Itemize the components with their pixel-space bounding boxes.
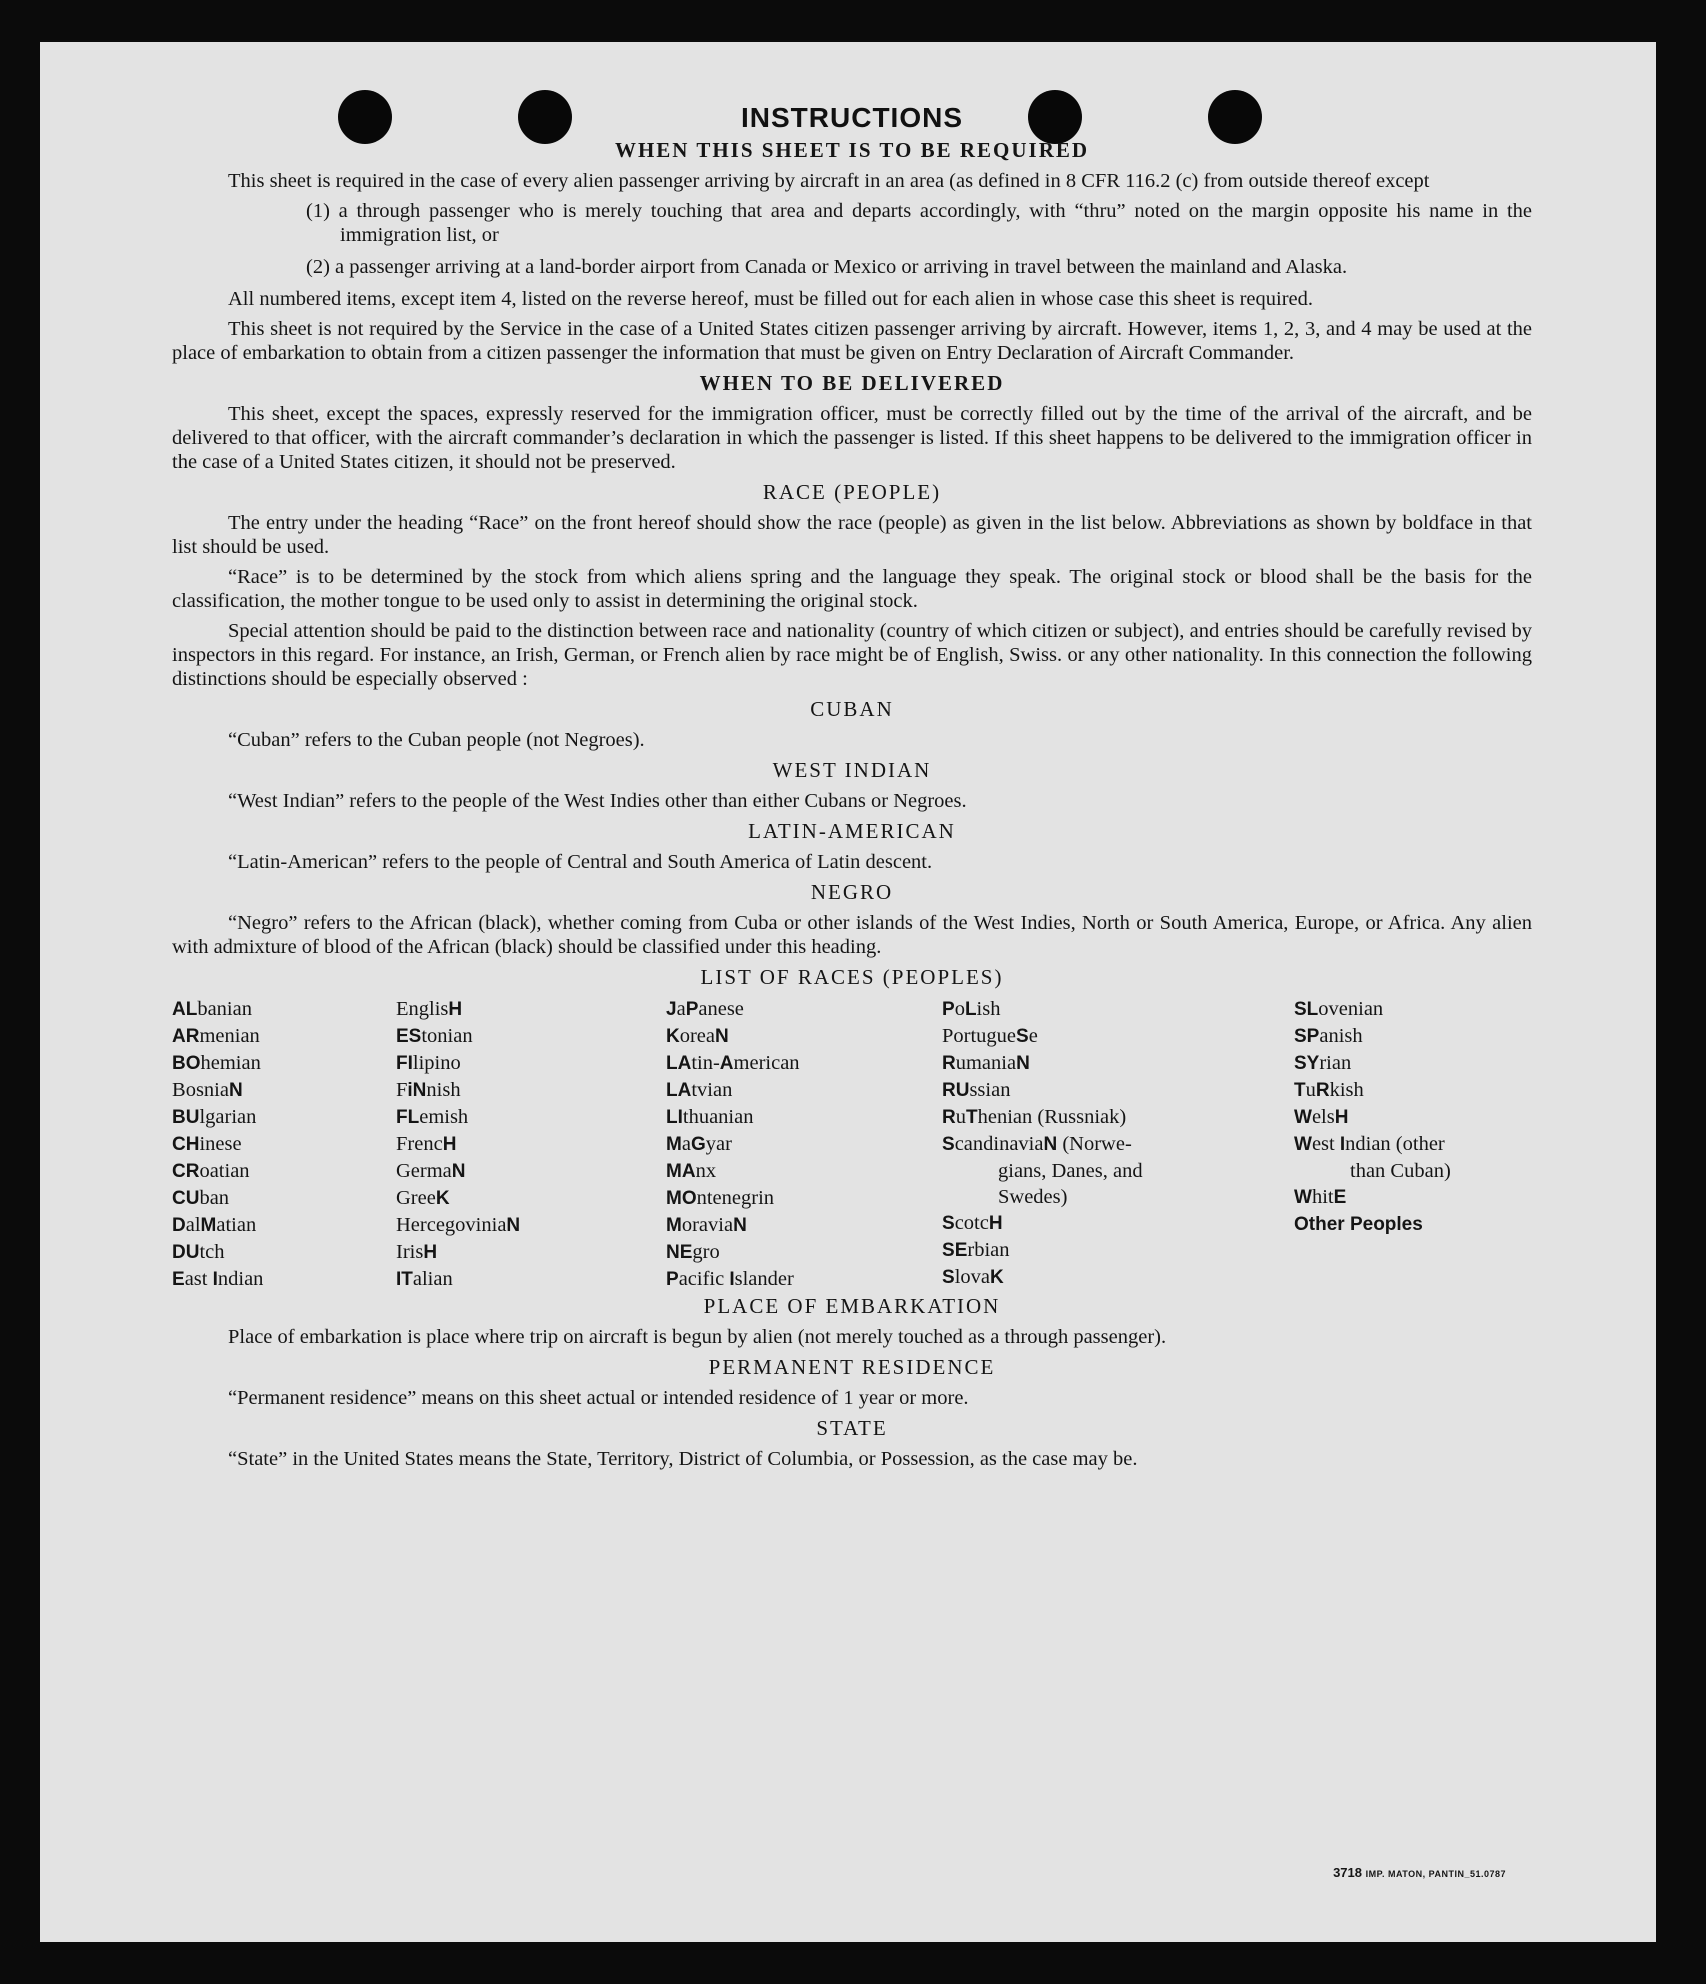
paragraph: “State” in the United States means the State, Territory, District of Columbia, or Possession, as the case may be.: [228, 1448, 1138, 1470]
race-segment: thuanian: [682, 1106, 754, 1128]
race-entry: [666, 1050, 800, 1077]
race-segment: E: [954, 1240, 968, 1261]
race-segment: els: [1311, 1106, 1335, 1128]
race-entry: [172, 1239, 263, 1266]
race-entry: [396, 1212, 520, 1239]
race-segment: u: [1305, 1079, 1316, 1101]
section-heading-latin-american: LATIN-AMERICAN: [748, 819, 956, 843]
race-segment: K: [435, 1188, 450, 1209]
race-entry: [666, 1185, 800, 1212]
race-segment: slander: [734, 1268, 794, 1290]
race-segment: oatian: [199, 1160, 250, 1182]
race-segment: A: [719, 1053, 734, 1074]
race-entry: [942, 1023, 1143, 1050]
race-segment: banian: [197, 998, 252, 1020]
race-entry: [1294, 1104, 1451, 1131]
section-heading-residence: PERMANENT RESIDENCE: [708, 1355, 996, 1379]
race-segment: K: [989, 1267, 1004, 1288]
race-segment: Germa: [396, 1160, 452, 1182]
race-segment: M: [666, 1215, 682, 1236]
race-segment: tch: [199, 1241, 225, 1263]
race-entry: [172, 1104, 263, 1131]
race-entry: [666, 1239, 800, 1266]
race-segment: SL: [1294, 999, 1319, 1020]
race-segment: DU: [172, 1242, 200, 1263]
paragraph: “Cuban” refers to the Cuban people (not Negroes).: [228, 729, 645, 751]
section-heading-cuban: CUBAN: [810, 697, 894, 721]
race-segment: IT: [396, 1269, 413, 1290]
race-segment: (Norwe-: [1057, 1133, 1132, 1155]
instruction-sheet: [40, 42, 1656, 1942]
race-segment: acific: [678, 1268, 730, 1290]
race-segment: alian: [412, 1268, 453, 1290]
race-entry: [1294, 1077, 1451, 1104]
race-segment: H: [423, 1242, 438, 1263]
race-segment: tonian: [421, 1025, 473, 1047]
race-segment: N: [715, 1026, 729, 1047]
race-segment: I: [212, 1269, 218, 1290]
race-entry: [172, 1131, 263, 1158]
race-segment: hemian: [200, 1052, 261, 1074]
race-segment: nx: [695, 1160, 717, 1182]
race-segment: RU: [942, 1080, 970, 1101]
race-column: [172, 996, 263, 1293]
race-entry: [942, 1131, 1143, 1158]
paragraph: The entry under the heading “Race” on the front hereof should show the race (people) as given in the list below. Abbreviations as shown by boldface in that list should be used.: [172, 512, 1532, 558]
race-segment: SY: [1294, 1053, 1320, 1074]
race-segment: AL: [172, 999, 198, 1020]
race-segment: cotc: [954, 1212, 989, 1234]
section-heading-state: STATE: [816, 1416, 888, 1440]
race-entry: [172, 1266, 263, 1293]
race-entry: [396, 1077, 520, 1104]
race-segment: N: [451, 1161, 466, 1182]
paragraph: Special attention should be paid to the distinction between race and nationality (country of which citizen or subject), and entries should be carefully revised by inspectors in this regard. For instance, an Irish, German, or French alien by race might be of English, Swiss. or any other nationality. In this connection the following distinctions should be especially observed :: [172, 620, 1532, 690]
race-entry: [172, 1050, 263, 1077]
race-segment: I: [1339, 1134, 1346, 1155]
paragraph: “Race” is to be determined by the stock from which aliens spring and the language they speak. The original stock or blood shall be the basis for the classification, the mother tongue to be used only to assist in determining the original stock.: [172, 566, 1532, 612]
race-entry: [942, 1264, 1143, 1291]
section-heading-races-list: LIST OF RACES (PEOPLES): [700, 965, 1004, 989]
race-segment: MA: [666, 1161, 696, 1182]
paragraph: “Latin-American” refers to the people of Central and South America of Latin descent.: [228, 851, 933, 873]
race-segment: N: [228, 1080, 243, 1101]
race-segment: Other Peoples: [1294, 1214, 1423, 1235]
race-segment: ish: [976, 998, 1001, 1020]
race-segment: Frenc: [396, 1133, 443, 1155]
race-segment: atian: [216, 1214, 257, 1236]
race-segment: Gree: [396, 1187, 436, 1209]
race-entry: [942, 1050, 1143, 1077]
race-segment: S: [942, 1134, 955, 1155]
race-segment: lipino: [412, 1052, 461, 1074]
race-entry: [396, 1239, 520, 1266]
race-segment: LA: [666, 1053, 692, 1074]
race-segment: ovenian: [1318, 998, 1384, 1020]
race-segment: CU: [172, 1188, 200, 1209]
race-segment: L: [964, 999, 977, 1020]
races-list: [172, 996, 1532, 1290]
page-title: INSTRUCTIONS: [741, 102, 963, 133]
race-segment: SP: [1294, 1026, 1320, 1047]
race-segment: nish: [426, 1079, 461, 1101]
section-heading-delivered: WHEN TO BE DELIVERED: [699, 371, 1005, 395]
race-segment: ndian: [217, 1268, 264, 1290]
race-segment: J: [666, 999, 677, 1020]
race-entry: [666, 1212, 800, 1239]
race-segment: inese: [199, 1133, 242, 1155]
race-entry: [172, 1077, 263, 1104]
paragraph: All numbered items, except item 4, listed on the reverse hereof, must be filled out for each alien in whose case this sheet is required.: [228, 288, 1314, 310]
race-segment: o: [954, 998, 965, 1020]
paragraph: “Negro” refers to the African (black), whether coming from Cuba or other islands of the West Indies, North or South America, Europe, or Africa. Any alien with admixture of blood of the African (black) should be classified under this heading.: [172, 912, 1532, 958]
race-segment: anese: [698, 998, 744, 1020]
race-segment: Swedes): [998, 1186, 1068, 1208]
race-segment: anish: [1319, 1025, 1363, 1047]
race-entry: [172, 1158, 263, 1185]
race-segment: henian (Russniak): [977, 1106, 1127, 1128]
race-segment: H: [448, 999, 463, 1020]
race-entry: [396, 1104, 520, 1131]
race-segment: P: [666, 1269, 679, 1290]
race-segment: ast: [184, 1268, 213, 1290]
paragraph: This sheet is not required by the Service in the case of a United States citizen passenger arriving by aircraft. However, items 1, 2, 3, and 4 may be used at the place of embarkation to obtain from a citizen passenger the information that must be given on Entry Declaration of Aircraft Commander.: [172, 318, 1532, 364]
race-segment: ntenegrin: [696, 1187, 775, 1209]
race-entry: [1294, 1131, 1451, 1158]
race-entry: [1294, 1050, 1451, 1077]
race-entry: [1294, 996, 1451, 1023]
race-segment: BU: [172, 1107, 200, 1128]
race-segment: candinavia: [954, 1133, 1044, 1155]
race-entry: [396, 1266, 520, 1293]
race-segment: K: [666, 1026, 680, 1047]
race-segment: LI: [666, 1107, 683, 1128]
race-segment: G: [690, 1134, 706, 1155]
paragraph: This sheet is required in the case of every alien passenger arriving by aircraft in an area (as defined in 8 CFR 116.2 (c) from outside thereof except: [228, 170, 1430, 192]
printer-imprint: IMP. MATON, PANTIN_51.0787: [1365, 1869, 1506, 1879]
race-segment: gians, Danes, and: [998, 1160, 1143, 1182]
race-segment: a: [676, 998, 686, 1020]
paragraph: Place of embarkation is place where trip on aircraft is begun by alien (not merely touched as a through passenger).: [228, 1326, 1167, 1348]
section-heading-embarkation: PLACE OF EMBARKATION: [703, 1294, 1001, 1318]
race-entry: [666, 1077, 800, 1104]
race-entry: [666, 1131, 800, 1158]
section-heading-negro: NEGRO: [810, 880, 894, 904]
race-entry: [396, 996, 520, 1023]
race-entry: [172, 1212, 263, 1239]
race-entry: [942, 1237, 1143, 1264]
race-segment: P: [685, 999, 699, 1020]
race-entry: [942, 1077, 1143, 1104]
race-segment: ndian (other: [1345, 1133, 1445, 1155]
race-segment: NE: [666, 1242, 693, 1263]
race-entry: [396, 1050, 520, 1077]
paragraph: “Permanent residence” means on this sheet actual or intended residence of 1 year or more.: [228, 1387, 969, 1409]
race-entry: [942, 1184, 1143, 1210]
race-entry: [1294, 1184, 1451, 1211]
race-segment: menian: [199, 1025, 260, 1047]
race-segment: W: [1294, 1134, 1312, 1155]
race-entry: [666, 1158, 800, 1185]
race-segment: est: [1311, 1133, 1340, 1155]
race-segment: a: [681, 1133, 691, 1155]
race-segment: R: [942, 1107, 956, 1128]
race-segment: Portugue: [942, 1025, 1017, 1047]
race-segment: B: [172, 1079, 186, 1101]
race-segment: H: [988, 1213, 1003, 1234]
race-segment: F: [396, 1079, 408, 1101]
race-segment: gro: [692, 1241, 720, 1263]
list-item: (1) a through passenger who is merely touching that area and departs accordingly, with “thru” noted on the margin opposite his name in the immigration list, or: [306, 200, 1532, 246]
race-segment: yar: [705, 1133, 732, 1155]
race-segment: rbian: [967, 1239, 1010, 1261]
race-entry: [172, 1023, 263, 1050]
race-segment: iN: [407, 1080, 427, 1101]
race-segment: N: [733, 1215, 747, 1236]
race-segment: e: [1028, 1025, 1038, 1047]
list-item: (2) a passenger arriving at a land-border airport from Canada or Mexico or arriving in travel between the mainland and Alaska.: [306, 256, 1348, 278]
race-segment: AR: [172, 1026, 200, 1047]
race-segment: hit: [1311, 1186, 1334, 1208]
race-segment: LA: [666, 1080, 692, 1101]
race-entry: [666, 1266, 800, 1293]
race-entry: [396, 1023, 520, 1050]
race-segment: Iris: [396, 1241, 424, 1263]
race-entry: [172, 1185, 263, 1212]
race-segment: M: [200, 1215, 217, 1236]
race-entry: [666, 1104, 800, 1131]
paragraph: This sheet, except the spaces, expressly reserved for the immigration officer, must be correctly filled out by the time of the arrival of the aircraft, and be delivered to that officer, with the aircraft commander’s declaration in which the passenger is listed. If this sheet happens to be delivered to the immigration officer in the case of a United States citizen, it should not be preserved.: [172, 403, 1532, 473]
race-segment: u: [955, 1106, 966, 1128]
section-heading-west-indian: WEST INDIAN: [772, 758, 932, 782]
race-entry: [942, 996, 1143, 1023]
document-body: [172, 102, 1532, 1477]
race-segment: H: [442, 1134, 457, 1155]
race-segment: E: [172, 1269, 185, 1290]
race-segment: lova: [954, 1266, 990, 1288]
race-column: [666, 996, 800, 1293]
race-segment: kish: [1329, 1079, 1364, 1101]
race-segment: tvian: [691, 1079, 733, 1101]
race-segment: rian: [1319, 1052, 1352, 1074]
race-segment: lgarian: [199, 1106, 257, 1128]
race-segment: orea: [679, 1025, 716, 1047]
race-segment: merican: [733, 1052, 800, 1074]
race-segment: than Cuban): [1350, 1160, 1451, 1182]
race-segment: W: [1294, 1107, 1312, 1128]
race-segment: FI: [396, 1053, 413, 1074]
race-segment: S: [942, 1267, 955, 1288]
race-segment: ban: [199, 1187, 230, 1209]
race-entry: [1294, 1023, 1451, 1050]
form-number: 3718: [1333, 1865, 1362, 1880]
race-entry: [396, 1131, 520, 1158]
race-segment: Englis: [396, 998, 449, 1020]
race-segment: oravia: [681, 1214, 734, 1236]
race-entry: [396, 1158, 520, 1185]
race-segment: tin-: [691, 1052, 720, 1074]
section-heading-race: RACE (PEOPLE): [762, 480, 942, 504]
race-segment: CR: [172, 1161, 200, 1182]
race-segment: R: [1315, 1080, 1330, 1101]
race-entry: [942, 1104, 1143, 1131]
race-segment: umania: [955, 1052, 1017, 1074]
race-segment: BO: [172, 1053, 201, 1074]
race-entry: [666, 1023, 800, 1050]
race-segment: D: [172, 1215, 186, 1236]
race-segment: N: [506, 1215, 521, 1236]
race-entry: [1294, 1211, 1451, 1238]
race-segment: N: [1016, 1053, 1030, 1074]
race-entry: [172, 996, 263, 1023]
race-segment: S: [942, 1240, 955, 1261]
section-heading-required: WHEN THIS SHEET IS TO BE REQUIRED: [614, 138, 1090, 162]
race-segment: ES: [396, 1026, 422, 1047]
form-code: [1333, 1865, 1506, 1880]
race-segment: emish: [419, 1106, 469, 1128]
race-segment: S: [942, 1213, 955, 1234]
race-segment: ssian: [969, 1079, 1011, 1101]
race-segment: T: [1294, 1080, 1306, 1101]
race-segment: P: [942, 999, 955, 1020]
race-segment: H: [1334, 1107, 1349, 1128]
race-segment: Hercegovinia: [396, 1214, 507, 1236]
race-column: [942, 996, 1143, 1291]
race-segment: R: [942, 1053, 956, 1074]
race-entry: [396, 1185, 520, 1212]
race-segment: T: [965, 1107, 978, 1128]
race-segment: S: [1016, 1026, 1029, 1047]
race-segment: FL: [396, 1107, 420, 1128]
race-entry: [1294, 1158, 1451, 1184]
race-segment: al: [185, 1214, 201, 1236]
race-segment: N: [1043, 1134, 1058, 1155]
race-segment: I: [729, 1269, 735, 1290]
race-segment: W: [1294, 1187, 1312, 1208]
race-segment: CH: [172, 1134, 200, 1155]
race-column: [1294, 996, 1451, 1238]
race-entry: [942, 1158, 1143, 1184]
race-entry: [666, 996, 800, 1023]
race-entry: [942, 1210, 1143, 1237]
race-segment: osnia: [185, 1079, 229, 1101]
race-column: [396, 996, 520, 1293]
race-segment: E: [1333, 1187, 1347, 1208]
race-segment: M: [666, 1134, 682, 1155]
race-segment: MO: [666, 1188, 697, 1209]
paragraph: “West Indian” refers to the people of the West Indies other than either Cubans or Negroes.: [228, 790, 967, 812]
